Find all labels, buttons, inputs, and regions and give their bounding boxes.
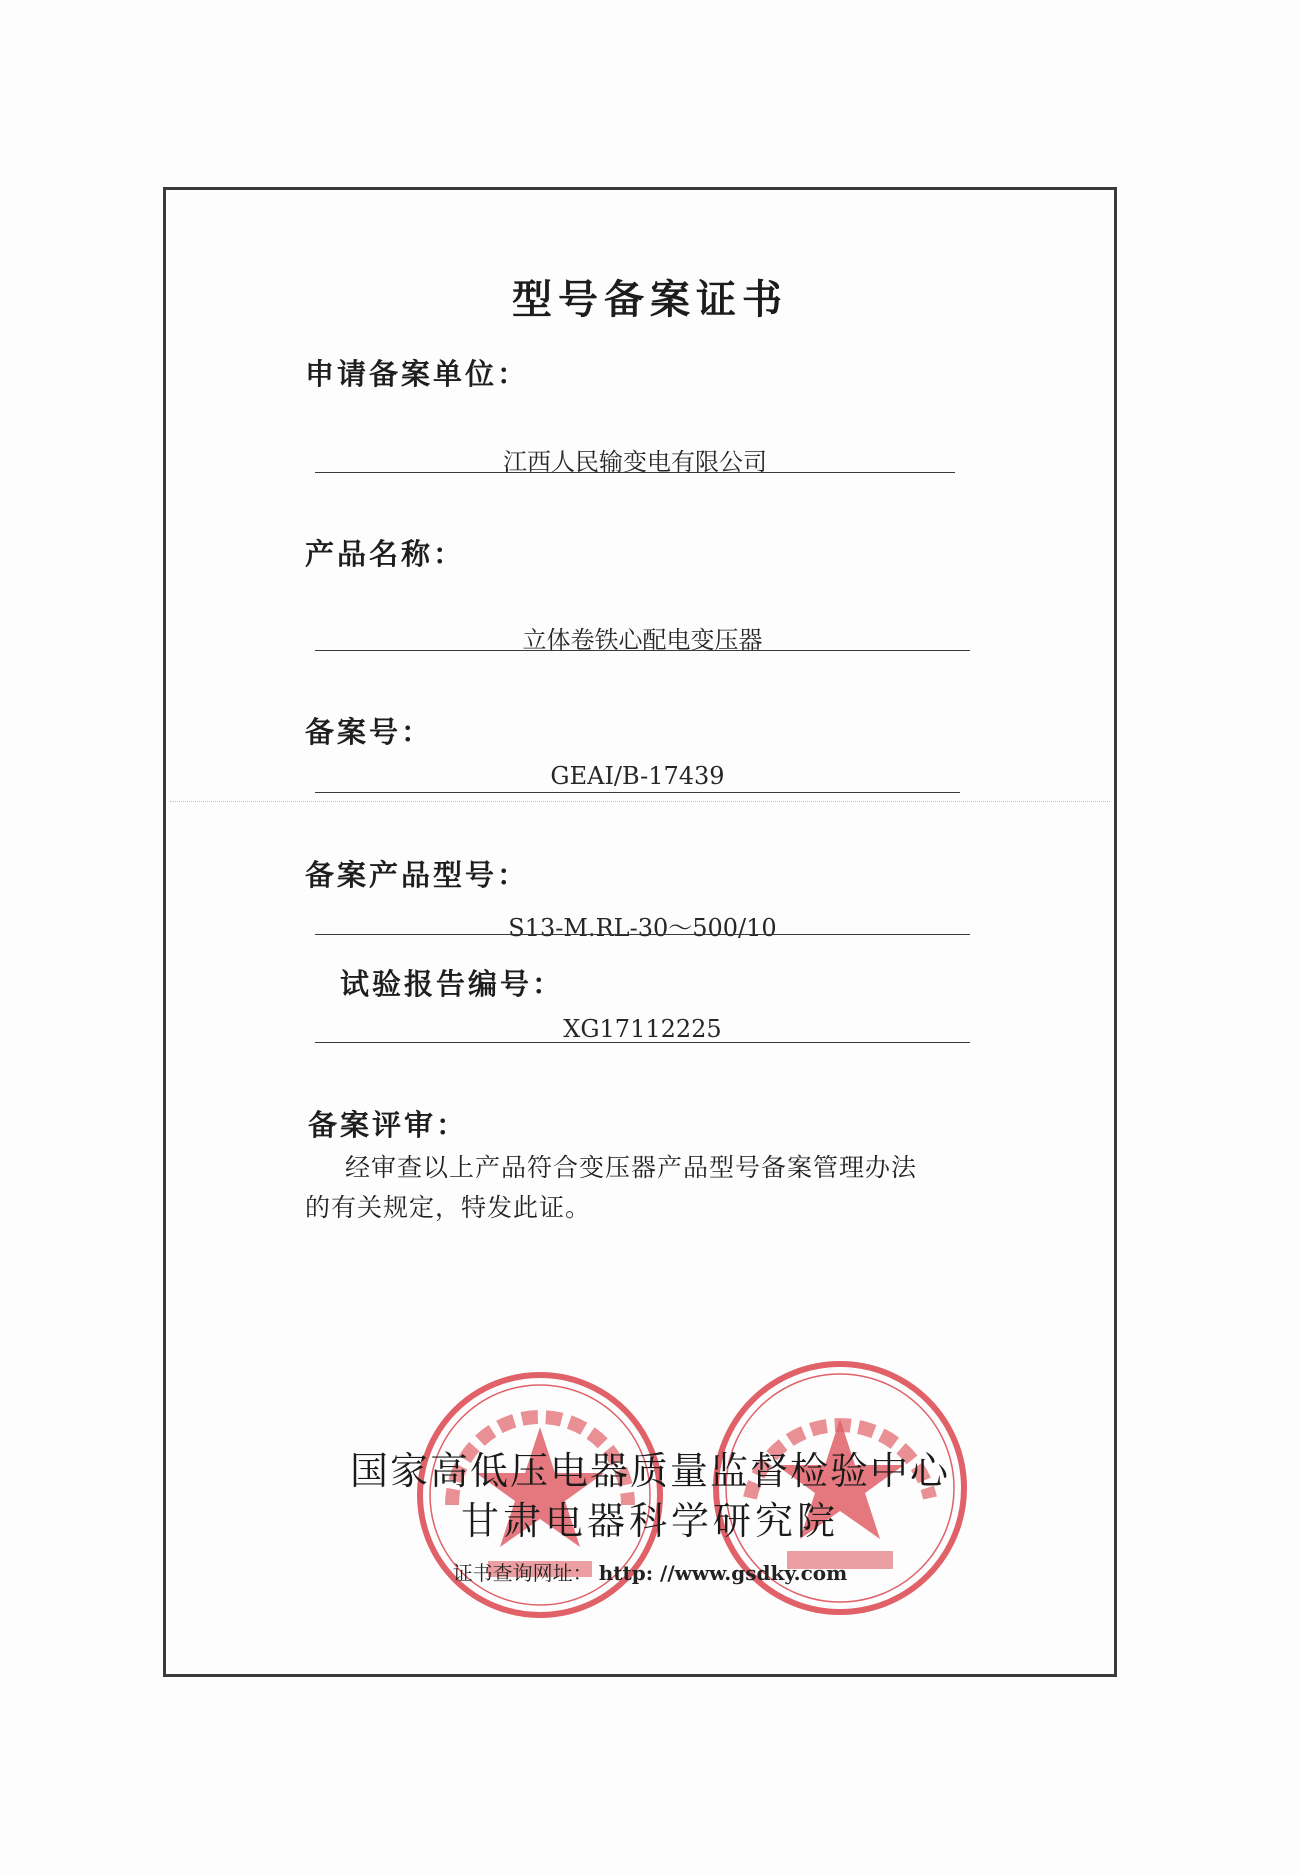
review-text	[305, 1148, 985, 1228]
report-number-underline	[315, 1042, 970, 1043]
product-name-label: 产品名称：	[305, 537, 466, 571]
review-line-1: 经审查以上产品符合变压器产品型号备案管理办法	[345, 1153, 918, 1182]
applicant-label: 申请备案单位：	[305, 357, 530, 391]
applicant-underline	[315, 472, 955, 473]
review-line-2: 的有关规定，特发此证。	[305, 1193, 592, 1222]
product-name-underline	[315, 650, 970, 651]
product-name-value: 立体卷铁心配电变压器	[522, 626, 763, 654]
query-label: 证书查询网址：	[452, 1561, 593, 1585]
review-label: 备案评审：	[308, 1108, 469, 1142]
fold-line	[170, 801, 1110, 802]
report-number-label: 试验报告编号：	[340, 967, 565, 1001]
query-url: http: //www.gsdky.com	[598, 1561, 848, 1585]
report-number-value: XG17112225	[563, 1015, 722, 1043]
issuer-line-1: 国家高低压电器质量监督检验中心	[349, 1449, 950, 1493]
record-number-underline	[315, 792, 960, 793]
record-number-label: 备案号：	[305, 715, 434, 749]
model-value: S13-M.RL-30～500/10	[508, 914, 777, 942]
applicant-value: 江西人民输变电有限公司	[503, 448, 767, 476]
model-label: 备案产品型号：	[305, 858, 530, 892]
certificate-title: 型号备案证书	[512, 276, 788, 323]
query-url-row	[0, 1557, 1300, 1586]
model-underline	[315, 934, 970, 935]
record-number-value: GEAI/B-17439	[550, 762, 725, 790]
issuer-line-2: 甘肃电器科学研究院	[460, 1499, 839, 1543]
